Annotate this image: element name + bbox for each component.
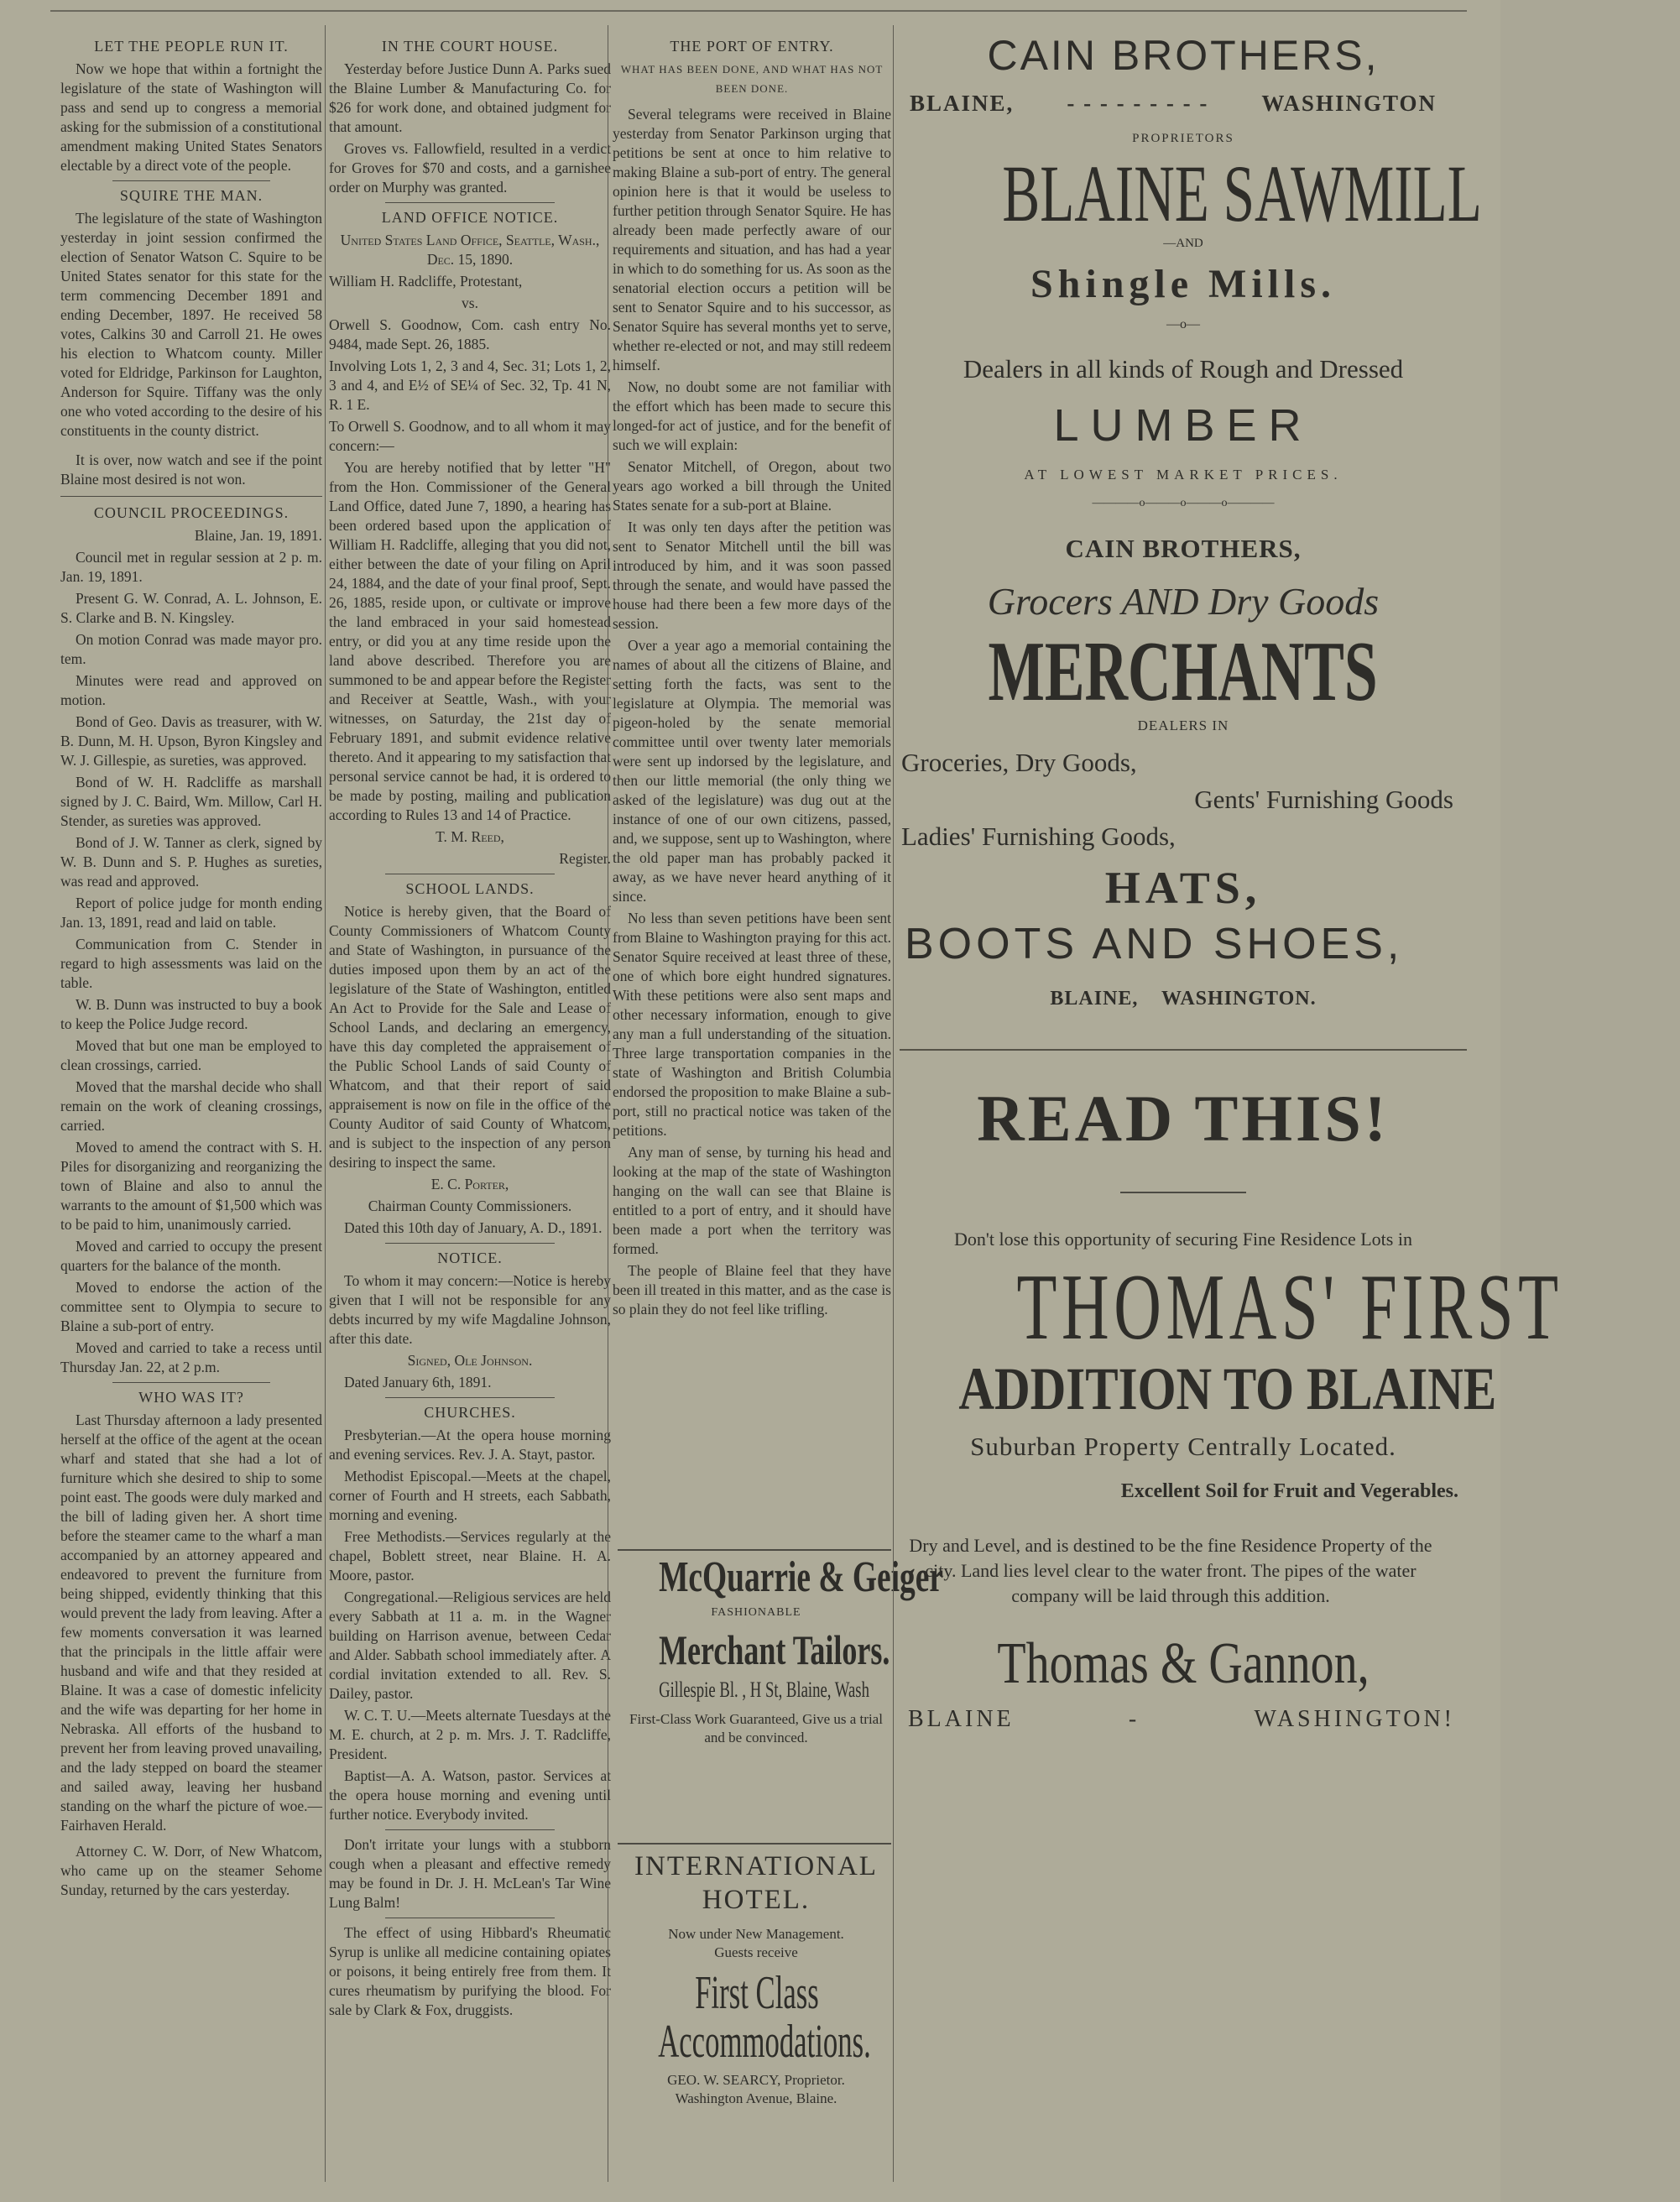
divider — [60, 496, 322, 497]
cain-lowest: AT LOWEST MARKET PRICES. — [1024, 467, 1343, 483]
council-item: Minutes were read and approved on motion. — [60, 672, 322, 708]
council-item: Moved and carried to occupy the present quarters for the balance of the month. — [60, 1238, 322, 1274]
ad-hotel-addr: Washington Avenue, Blaine. — [675, 2090, 837, 2106]
cain-and: —AND — [1163, 237, 1203, 250]
ad-hotel-accom: First Class Accommodations. — [658, 1967, 871, 2068]
council-item: Moved and carried to take a recess until Thursday Jan. 22, at 2 p.m. — [60, 1339, 322, 1375]
church-item: W. C. T. U.—Meets alternate Tuesdays at the M. E. church, at 2 p. m. Mrs. J. T. Radcliffe, President. — [329, 1707, 611, 1762]
church-item: Baptist—A. A. Watson, pastor. Services at the opera house morning and evening until further notice. Everybody invited. — [329, 1767, 611, 1823]
thomas-addition: ADDITION TO BLAINE — [958, 1355, 1497, 1422]
school-date: Dated this 10th day of January, A. D., 1891. — [344, 1219, 603, 1236]
column-rule — [325, 25, 326, 2182]
thomas-soil: Excellent Soil for Fruit and Vegerables. — [1120, 1480, 1458, 1502]
council-item: Bond of J. W. Tanner as clerk, signed by W. B. Dunn and S. P. Hughes as sureties, was read and approved. — [60, 834, 322, 890]
article-who: Last Thursday afternoon a lady presented herself at the office of the agent at the ocean wharf and stated that she had a lot of furniture which she desired to ship to some point east. The goods were duly marked and the bill of lading given her. A short time before the steamer came to the wharf a man accompanied by an attorney appeared and endeavored to prevent the furniture from being shipped, evidently thinking that this would prevent the lady from leaving. After a few moments conversation it was learned that the principals in the little affair were husband and wife and that they resided at Blaine. It was a case of domestic infelicity and the wife was departing for her home in Nebraska. All efforts of the husband to prevent her from leaving proved unavailing, and the lady stepped on board the steamer and sailed away, leaving her husband standing on the wharf the picture of woe.—Fairhaven Herald. — [60, 1411, 322, 1834]
ad-hotel-prop: GEO. W. SEARCY, Proprietor. — [667, 2072, 845, 2088]
article-people: Now we hope that within a fortnight the legislature of the state of Washington will pass and send up to congress a memorial asking for the submission of a constitutional amendment making United States Senators electable by a direct vote of the people. — [60, 60, 322, 174]
cain-title: CAIN BROTHERS, — [987, 32, 1380, 79]
ad-international-hotel — [621, 1850, 891, 2108]
cain-blaine: BLAINE, — [910, 91, 1015, 116]
notice-sign: Signed, Ole Johnson. — [407, 1352, 533, 1369]
article-dorr: Attorney C. W. Dorr, of New Whatcom, who came up on the steamer Sehome Sunday, returned by the cars yesterday. — [60, 1843, 322, 1898]
headline-churches: CHURCHES. — [424, 1404, 516, 1421]
cain-dealers: Dealers in all kinds of Rough and Dressed — [963, 354, 1404, 384]
ad-hotel-mgmt: Now under New Management. — [668, 1926, 844, 1942]
church-item: Methodist Episcopal.—Meets at the chapel, corner of Fourth and H streets, each Sabbath, morning and evening. — [329, 1468, 611, 1523]
council-item: Bond of Geo. Davis as treasurer, with W. B. Dunn, M. H. Upson, Byron Kingsley and W. J. Gillespie, as sureties, was approved. — [60, 713, 322, 769]
school-body: Notice is hereby given, that the Board of County Commissioners of Whatcom County and State of Washington, in pursuance of the duties imposed upon them by an act of the legislature of the State of Washington, entitled An Act to Provide for the Sale and Lease of School Lands, and declaring an emergency, have this day completed the appraisement of the Public School Lands of said County of Whatcom, and that their report of said appraisement is now on file in the office of the County Auditor of said County of Whatcom, and is subject to the inspection of any person desiring to inspect the same. — [329, 903, 611, 1171]
cain-boots: BOOTS AND SHOES, — [905, 920, 1404, 968]
headline-council: COUNCIL PROCEEDINGS. — [93, 504, 290, 521]
council-item: Communication from C. Stender in regard to high assessments was laid on the table. — [60, 936, 322, 991]
port-paragraph: Over a year ago a memorial containing the names of about all the citizens of Blaine, and setting forth the facts, was sent to the legislature at Olympia. The memorial was pigeon-holed by the senate memorial committee until over twenty later memorials were sent up indorsed by the legislature, and then our little memorial (the only thing we asked of the legislature) was dug out at the instance of one of our own citizens, passed, and, we suppose, sent up to Washington, where the old paper man has probably packed it away, as we have never heard anything of it since. — [613, 637, 891, 905]
headline-people: LET THE PEOPLE RUN IT. — [94, 38, 289, 55]
divider — [1120, 1192, 1246, 1193]
ad-rule — [900, 1049, 1467, 1051]
column-3 — [613, 32, 891, 1542]
headline-school: SCHOOL LANDS. — [405, 880, 535, 897]
divider — [385, 202, 555, 203]
subhead-port: WHAT HAS BEEN DONE, AND WHAT HAS NOT BEEN DONE. — [620, 63, 884, 95]
council-item: Present G. W. Conrad, A. L. Johnson, E. S. Clarke and B. N. Kingsley. — [60, 590, 322, 626]
thomas-suburban: Suburban Property Centrally Located. — [970, 1432, 1396, 1461]
first-wrap — [900, 1255, 1563, 1359]
merchants-wrap — [900, 624, 1467, 719]
thomas-first: THOMAS' FIRST — [1016, 1255, 1563, 1359]
headline-land: LAND OFFICE NOTICE. — [381, 209, 559, 226]
ad-mcq-line: First-Class Work Guaranteed, Give us a trial and be convinced. — [629, 1711, 883, 1745]
council-item: W. B. Dunn was instructed to buy a book to keep the Police Judge record. — [60, 996, 322, 1032]
article-squire: The legislature of the state of Washington yesterday in joint session confirmed the election of Senator Watson C. Squire to be United States senator for this state for the term commencing December 1891 and ending December, 1897. He received 58 votes, Calkins 30 and Carroll 21. He owes his election to Whatcom county. Miller voted for Eldridge, Parkinson for Laughton, Anderson for Squire. Tiffany was the only one who voted according to the desire of his constituents in the county district. — [60, 210, 322, 439]
headline-port: THE PORT OF ENTRY. — [670, 38, 834, 55]
cain-sep-1: —o— — [1166, 317, 1200, 331]
cain-ladies: Ladies' Furnishing Goods, — [901, 822, 1176, 851]
headline-court: IN THE COURT HOUSE. — [381, 38, 559, 55]
port-paragraph: It was only ten days after the petition was sent to Senator Mitchell until the bill was introduced by him, and it was soon passed through the senate, and would have passed the house had there been a few more days of the session. — [613, 519, 891, 632]
gannon-wrap — [900, 1631, 1467, 1696]
thomas-blaine: BLAINE — [908, 1706, 1015, 1732]
cain-dashes: - - - - - - - - - — [1067, 91, 1209, 116]
cain-dealers-in: DEALERS IN — [1137, 717, 1229, 733]
cain-grocers: Grocers AND Dry Goods — [987, 580, 1380, 623]
divider — [385, 1829, 555, 1830]
divider — [385, 1397, 555, 1398]
thomas-dash: - — [1128, 1706, 1140, 1732]
headline-notice: NOTICE. — [437, 1250, 503, 1266]
column-ads — [900, 25, 1563, 1733]
cain-shingle: Shingle Mills. — [1030, 262, 1337, 306]
council-date: Blaine, Jan. 19, 1891. — [194, 527, 322, 544]
sawmill-wrap — [900, 149, 1482, 238]
port-paragraph: No less than seven petitions have been sent from Blaine to Washington praying for this act. Senator Squire received at least three of these, one of which bore eight hundred signatures. With these petitions were also sent maps and other necessary information, enough to give any man a full understanding of the situation. Three large transportation companies in the state of Washington and British Columbia endorsed the proposition to make Blaine a sub-port, still no practical notice was taken of the petitions. — [613, 910, 891, 1139]
article-over: It is over, now watch and see if the point Blaine most desired is not won. — [60, 451, 322, 488]
cain-sawmill: BLAINE SAWMILL — [1002, 149, 1482, 238]
column-2 — [329, 32, 611, 2163]
thomas-washington: WASHINGTON! — [1254, 1706, 1455, 1732]
cain-footer: BLAINE, WASHINGTON. — [1050, 988, 1317, 1010]
cain-location — [900, 91, 1467, 117]
church-item: Free Methodists.—Services regularly at the chapel, Boblett street, near Blaine. H. A. Moore, pastor. — [329, 1528, 611, 1584]
school-title: Chairman County Commissioners. — [368, 1198, 572, 1214]
article-court-2: Groves vs. Fallowfield, resulted in a verdict for Groves for $70 and costs, and a garnishee order on Murphy was granted. — [329, 140, 611, 196]
ad-hotel-name-2: HOTEL. — [702, 1885, 811, 1915]
land-party-2: Orwell S. Goodnow, Com. cash entry No. 9484, made Sept. 26, 1885. — [329, 316, 611, 352]
port-paragraph: Several telegrams were received in Blaine yesterday from Senator Parkinson urging that petitions be sent at once to him relative to making Blaine a sub-port of entry. The general opinion here is that it would be useless to further petition through Senator Squire. He has already been made perfectly aware of our requirements and situation, and has had a year in which to do something for us. As soon as the senatorial election occurs a petition will be sent to Senator Squire and to his successor, as Senator Squire has several months yet to serve, whether re-elected or not, and may still redeem himself. — [613, 106, 891, 373]
ad-hotel-guests: Guests receive — [714, 1944, 798, 1960]
ad-rule — [618, 1843, 891, 1845]
port-paragraph: The people of Blaine feel that they have been ill treated in this matter, and as the case is so plain they do not feel like trifling. — [613, 1262, 891, 1318]
article-hibbard: The effect of using Hibbard's Rheumatic Syrup is unlike all medicine containing opiates or poisons, it being entirely free from them. It cures rheumatism by purifying the blood. For sale by Clark & Fox, druggists. — [329, 1924, 611, 2018]
land-involving: Involving Lots 1, 2, 3 and 4, Sec. 31; Lots 1, 2, 3 and 4, and E½ of SE¼ of Sec. 32, Tp. 41 N, R. 1 E. — [329, 357, 611, 413]
headline-who: WHO WAS IT? — [138, 1389, 244, 1406]
port-paragraph: Now, no doubt some are not familiar with the effort which has been made to secure this longed-for act of justice, and for the benefit of such we will explain: — [613, 378, 891, 453]
ad-mcq-name: McQuarrie & Geiger — [659, 1553, 943, 1601]
column-1 — [60, 32, 322, 2163]
divider — [112, 1382, 269, 1383]
land-party-1: William H. Radcliffe, Protestant, — [329, 273, 523, 290]
ad-mcq-fashionable: FASHIONABLE — [711, 1606, 801, 1619]
church-item: Congregational.—Religious services are held every Sabbath at 11 a. m. in the Wagner building on Harrison avenue, between Cedar and Alder. Sabbath school immediately after. A cordial invitation extended to all. Rev. S. Dailey, pastor. — [329, 1589, 611, 1702]
council-item: Bond of W. H. Radcliffe as marshall signed by J. C. Baird, Wm. Millow, Carl H. Stender, as sureties was approved. — [60, 774, 322, 829]
council-item: Moved that the marshal decide who shall remain on the work of cleaning crossings, carried. — [60, 1078, 322, 1134]
notice-body: To whom it may concern:—Notice is hereby given that I will not be responsible for any debts incurred by my wife Magdaline Johnson, after this date. — [329, 1272, 611, 1347]
thomas-location — [900, 1706, 1467, 1733]
notice-date: Dated January 6th, 1891. — [344, 1374, 492, 1391]
ad-mcq-tailors: Merchant Tailors. — [659, 1626, 890, 1673]
land-register: Register. — [559, 850, 611, 867]
land-sign: T. M. Reed, — [436, 828, 504, 845]
council-item: Council met in regular session at 2 p. m. Jan. 19, 1891. — [60, 549, 322, 585]
divider — [385, 1243, 555, 1244]
cain-lumber: LUMBER — [1053, 400, 1313, 451]
cain-hats: HATS, — [1104, 863, 1262, 913]
thomas-dry: Dry and Level, and is destined to be the fine Residence Property of the city. Land lies level clear to the water front. The pipes of the water company will be laid through this addition. — [909, 1535, 1432, 1606]
cain-gents: Gents' Furnishing Goods — [1194, 785, 1453, 814]
port-paragraph: Any man of sense, by turning his head and looking at the map of the state of Washington hanging on the wall can see that Blaine is entitled to a port of entry, and it should have been made a port when the territory was formed. — [613, 1144, 891, 1257]
council-item: Report of police judge for month ending Jan. 13, 1891, read and laid on table. — [60, 895, 322, 931]
cain-title-2: CAIN BROTHERS, — [1065, 534, 1302, 563]
column-rule — [893, 25, 894, 2182]
council-item: Moved to endorse the action of the committee sent to Olympia to secure to Blaine a sub-port of entry. — [60, 1279, 322, 1334]
ad-mcq-address: Gillespie Bl. , H St, Blaine, Wash — [659, 1678, 869, 1702]
headline-squire: SQUIRE THE MAN. — [119, 187, 263, 204]
cain-merchants: MERCHANTS — [988, 624, 1379, 719]
land-vs: vs. — [462, 295, 478, 311]
addition-wrap — [900, 1355, 1497, 1422]
ad-mcquarrie-geiger — [621, 1551, 943, 1747]
top-rule — [50, 10, 1467, 12]
council-item: Moved that but one man be employed to clean crossings, carried. — [60, 1037, 322, 1073]
article-court-1: Yesterday before Justice Dunn A. Parks sued the Blaine Lumber & Manufacturing Co. for $26 for work done, and obtained judgment for that amount. — [329, 60, 611, 135]
council-item: On motion Conrad was made mayor pro. tem. — [60, 631, 322, 667]
thomas-dont: Don't lose this opportunity of securing Fine Residence Lots in — [954, 1229, 1412, 1250]
cain-washington: WASHINGTON — [1261, 91, 1437, 116]
land-office: United States Land Office, Seattle, Wash., Dec. 15, 1890. — [340, 232, 600, 268]
thomas-read: READ THIS! — [977, 1082, 1390, 1155]
land-body: You are hereby notified that by letter "H" from the Hon. Commissioner of the General Land Office, dated June 7, 1890, a hearing has been ordered based upon the application of William H. Radcliffe, alleging that you did not, either between the date of your filing on April 24, 1884, and the date of your final proof, Sept. 26, 1885, reside upon, or cultivate or improve the land embraced in your said homestead entry, or did you at any time reside upon the land above described. Therefore you are summoned to be and appear before the Register and Receiver at Seattle, Wash., with your witnesses, on Saturday, the 21st day of February 1891, and submit evidence relative thereto. And it appearing to my satisfaction that personal service cannot be had, it is ordered to be made by posting, mailing and publication according to Rules 13 and 14 of Practice. — [329, 459, 611, 823]
church-item: Presbyterian.—At the opera house morning and evening services. Rev. J. A. Stayt, pastor. — [329, 1427, 611, 1463]
cain-proprietors: PROPRIETORS — [1132, 132, 1234, 145]
ad-hotel-name-1: INTERNATIONAL — [634, 1851, 878, 1881]
council-item: Moved to amend the contract with S. H. Piles for disorganizing and reorganizing the town of Blaine and also to annul the warrants to the amount of $1,500 which was to be paid to him, unanimously carried. — [60, 1139, 322, 1233]
thomas-gannon: Thomas & Gannon, — [997, 1631, 1370, 1696]
cain-groceries: Groceries, Dry Goods, — [901, 748, 1137, 777]
port-paragraph: Senator Mitchell, of Oregon, about two years ago worked a bill through the United States senate for a sub-port at Blaine. — [613, 458, 891, 514]
school-sign: E. C. Porter, — [430, 1176, 509, 1192]
article-lungs: Don't irritate your lungs with a stubborn cough when a pleasant and effective remedy may be found in Dr. J. H. McLean's Tar Wine Lung Balm! — [329, 1836, 611, 1911]
cain-sep-2: ————o———o———o———— — [1092, 497, 1275, 509]
divider — [112, 180, 269, 181]
land-to: To Orwell S. Goodnow, and to all whom it may concern:— — [329, 418, 611, 454]
